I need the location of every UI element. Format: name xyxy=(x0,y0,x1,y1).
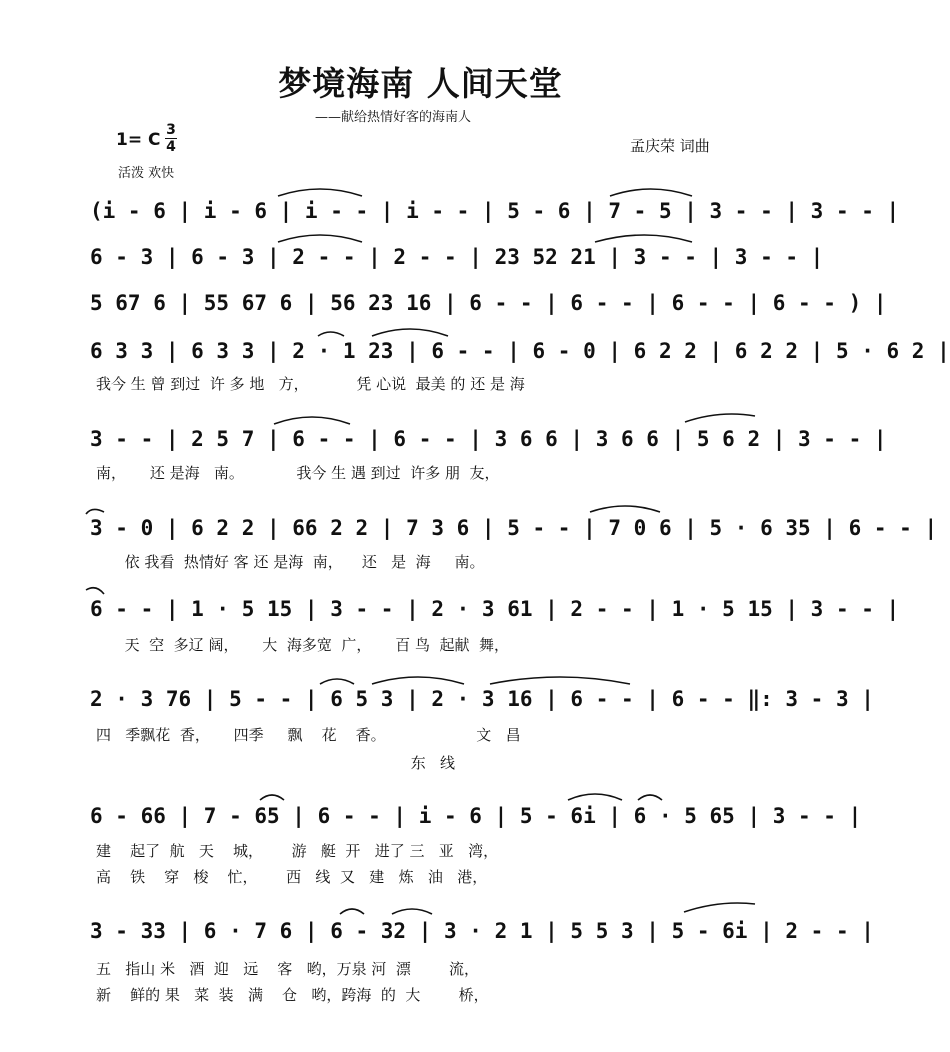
song-subtitle: ——献给热情好客的海南人 xyxy=(315,110,472,125)
slur xyxy=(490,677,630,684)
slur xyxy=(372,329,448,336)
notation-text: 5 67 6 | 55 67 6 | 56 23 16 | 6 - - | 6 - - | 6 - - | 6 - - ) | xyxy=(90,291,887,315)
slur xyxy=(610,189,692,196)
slur xyxy=(372,677,464,684)
notation-text: 6 3 3 | 6 3 3 | 2 · 1 23 | 6 - - | 6 - 0 | 6 2 2 | 6 2 2 | 5 · 6 2 | xyxy=(90,339,950,363)
lyrics-line-6: 东 线 xyxy=(96,754,455,772)
slur xyxy=(595,235,692,242)
notation-text: 6 - 3 | 6 - 3 | 2 - - | 2 - - | 23 52 21 | 3 - - | 3 - - | xyxy=(90,245,824,269)
slur xyxy=(568,794,622,800)
slur xyxy=(278,235,362,242)
lyrics-line-7: 建 起了 航 天 城， 游 艇 开 进了 三 亚 湾， xyxy=(96,842,499,860)
slur xyxy=(86,509,104,514)
notation-text: 3 - 0 | 6 2 2 | 66 2 2 | 7 3 6 | 5 - - | 7 0 6 | 5 · 6 35 | 6 - - | xyxy=(90,516,938,540)
composer-credit: 孟庆荣 词曲 xyxy=(630,137,710,155)
notation-text: 3 - - | 2 5 7 | 6 - - | 6 - - | 3 6 6 | 3 6 6 | 5 6 2 | 3 - - | xyxy=(90,427,887,451)
lyrics-line-8: 高 铁 穿 梭 忙， 西 线 又 建 炼 油 港， xyxy=(96,868,488,886)
notation-text: 3 - 33 | 6 · 7 6 | 6 - 32 | 3 · 2 1 | 5 5 3 | 5 - 6i | 2 - - | xyxy=(90,919,874,943)
notation-text: 2 · 3 76 | 5 - - | 6 5 3 | 2 · 3 16 | 6 - - | 6 - - ‖: 3 - 3 | xyxy=(90,687,874,711)
lyrics-line-4: 天 空 多辽 阔， 大 海多宽 广， 百 鸟 起献 舞， xyxy=(96,636,510,654)
slur xyxy=(320,679,354,684)
slur xyxy=(260,795,284,800)
tempo-marking: 活泼 欢快 xyxy=(118,166,175,181)
lyrics-line-9: 五 指山 米 酒 迎 远 客 哟，万泉 河 漂 流， xyxy=(96,960,480,978)
lyrics-line-10: 新 鲜的 果 菜 装 满 仓 哟，跨海 的 大 桥， xyxy=(96,986,489,1004)
slur xyxy=(278,189,362,196)
slur xyxy=(318,332,344,336)
lyrics-line-5: 四 季飘花 香， 四季 飘 花 香。 文 昌 xyxy=(96,726,521,744)
slur xyxy=(340,909,364,914)
notation-text: (i - 6 | i - 6 | i - - | i - - | 5 - 6 | 7 - 5 | 3 - - | 3 - - | xyxy=(90,199,900,223)
key-signature: 1= C xyxy=(116,130,161,150)
song-title: 梦境海南 人间天堂 xyxy=(278,64,563,103)
notation-text: 6 - 66 | 7 - 65 | 6 - - | i - 6 | 5 - 6i | 6 · 5 65 | 3 - - | xyxy=(90,804,862,828)
slur xyxy=(392,909,432,914)
slur xyxy=(274,417,350,424)
lyrics-line-2: 南， 还 是海 南。 我今 生 遇 到过 许多 朋 友， xyxy=(96,464,500,482)
meter-bottom: 4 xyxy=(166,139,176,155)
slur xyxy=(684,903,755,912)
notation-text: 6 - - | 1 · 5 15 | 3 - - | 2 · 3 61 | 2 - - | 1 · 5 15 | 3 - - | xyxy=(90,597,900,621)
slur xyxy=(590,506,660,512)
lyrics-line-1: 我今 生 曾 到过 许 多 地 方， 凭 心说 最美 的 还 是 海 xyxy=(96,375,525,393)
slur xyxy=(638,795,662,800)
lyrics-line-3: 依 我看 热情好 客 还 是海 南， 还 是 海 南。 xyxy=(96,553,485,571)
meter-top: 3 xyxy=(166,122,176,138)
slur xyxy=(86,588,104,594)
slur xyxy=(685,414,755,422)
